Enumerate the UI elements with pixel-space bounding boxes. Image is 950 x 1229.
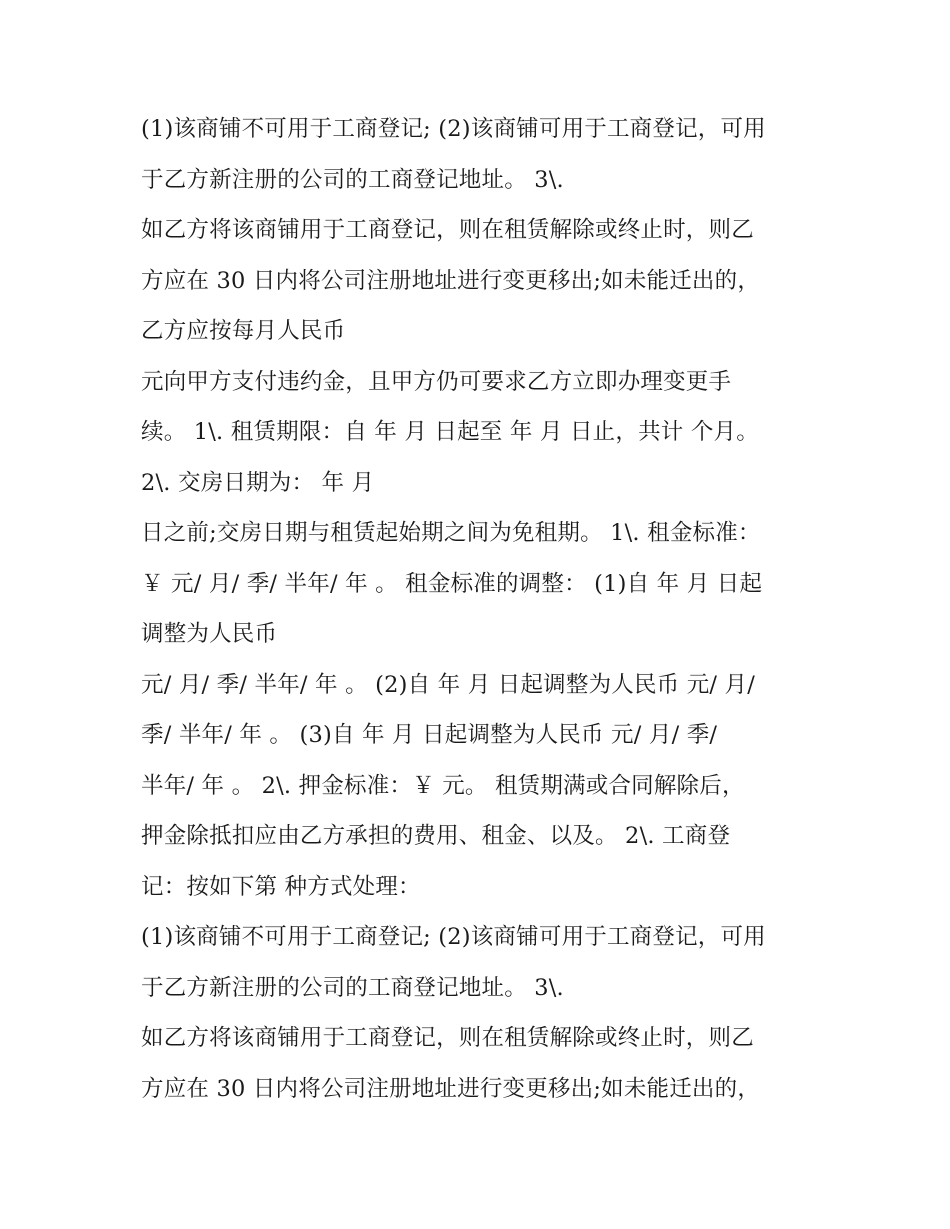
text-line-4: 方应在 30 日内将公司注册地址进行变更移出;如未能迁出的，: [141, 267, 761, 294]
text-line-17: (1)该商铺不可用于工商登记; (2)该商铺可用于工商登记，可用: [141, 924, 766, 950]
text-line-19: 如乙方将该商铺用于工商登记，则在租赁解除或终止时，则乙: [141, 1025, 754, 1051]
text-line-8: 2\. 交房日期为： 年 月: [141, 469, 375, 496]
text-line-5: 乙方应按每月人民币: [141, 318, 346, 344]
text-line-2: 于乙方新注册的公司的工商登记地址。 3\.: [141, 166, 564, 193]
text-line-18: 于乙方新注册的公司的工商登记地址。 3\.: [141, 974, 564, 1001]
document-body: [141, 104, 821, 1114]
text-line-10: ￥ 元/ 月/ 季/ 半年/ 年 。 租金标准的调整： (1)自 年 月 日起: [141, 570, 763, 597]
text-line-11: 调整为人民币: [141, 621, 278, 647]
text-line-3: 如乙方将该商铺用于工商登记，则在租赁解除或终止时，则乙: [141, 217, 754, 243]
text-line-20: 方应在 30 日内将公司注册地址进行变更移出;如未能迁出的，: [141, 1075, 761, 1102]
text-line-14: 半年/ 年 。 2\. 押金标准：￥ 元。 租赁期满或合同解除后，: [141, 772, 745, 799]
text-line-16: 记：按如下第 种方式处理：: [141, 873, 421, 900]
text-line-12: 元/ 月/ 季/ 半年/ 年 。 (2)自 年 月 日起调整为人民币 元/ 月/: [141, 671, 756, 698]
text-line-1: (1)该商铺不可用于工商登记; (2)该商铺可用于工商登记，可用: [141, 116, 766, 142]
text-line-6: 元向甲方支付违约金，且甲方仍可要求乙方立即办理变更手: [141, 368, 732, 395]
text-line-13: 季/ 半年/ 年 。 (3)自 年 月 日起调整为人民币 元/ 月/ 季/: [141, 722, 718, 748]
text-line-9: 日之前;交房日期与租赁起始期之间为免租期。 1\. 租金标准：: [141, 520, 761, 546]
text-line-15: 押金除抵扣应由乙方承担的费用、租金、以及。 2\. 工商登: [141, 823, 731, 849]
text-line-7: 续。 1\. 租赁期限：自 年 月 日起至 年 月 日止，共计 个月。: [141, 419, 759, 445]
